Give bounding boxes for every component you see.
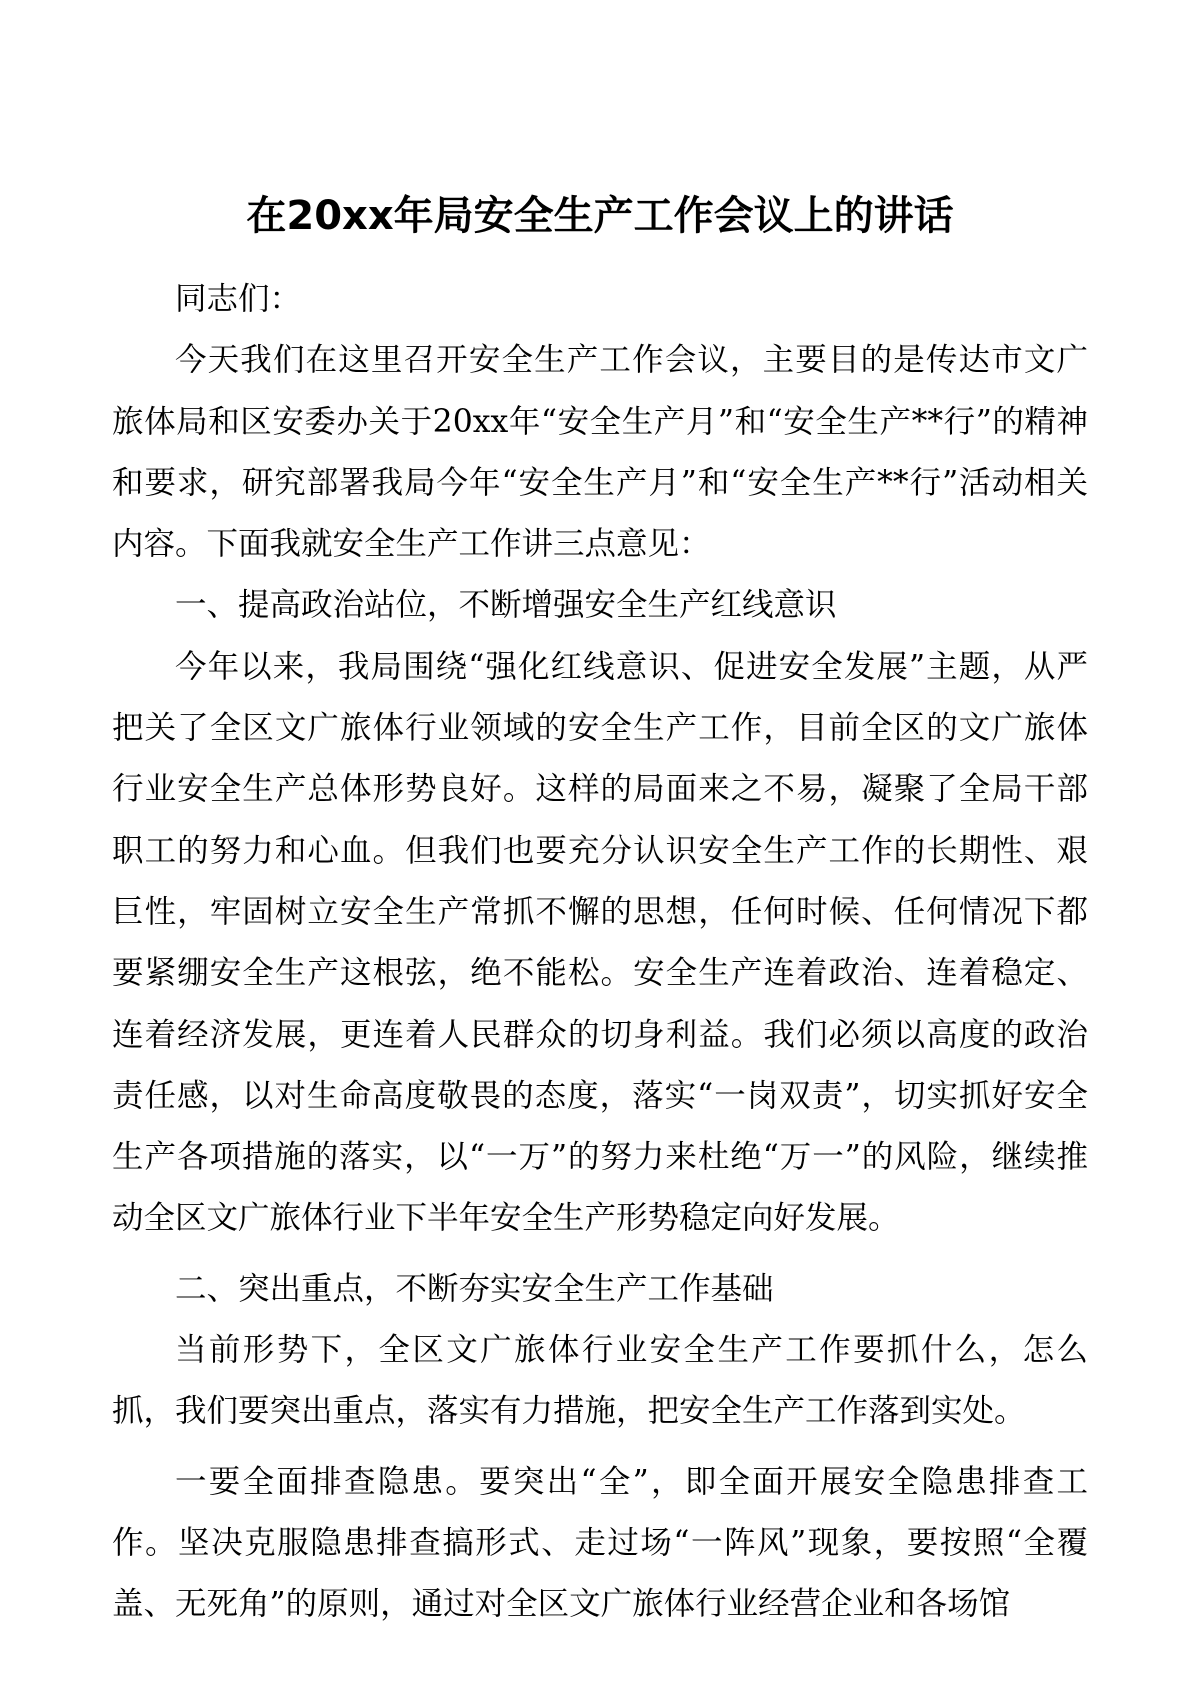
section-heading-1: 一、提高政治站位，不断增强安全生产红线意识 — [175, 587, 837, 624]
paragraph-item-1: 一要全面排查隐患。要突出“全”，即全面开展安全隐患排查工作。坚决克服隐患排查搞形式、走过场“一阵风”现象，要按照“全覆盖、无死角”的原则，通过对全区文广旅体行业经营企业和各场馆 — [112, 1463, 1088, 1623]
paragraph-intro: 今天我们在这里召开安全生产工作会议，主要目的是传达市文广旅体局和区安委办关于20xx年“安全生产月”和“安全生产**行”的精神和要求，研究部署我局今年“安全生产月”和“安全生产**行”活动相关内容。下面我就安全生产工作讲三点意见： — [112, 342, 1088, 563]
document-title: 在20xx年局安全生产工作会议上的讲话 — [246, 193, 954, 239]
paragraph-section-1: 今年以来，我局围绕“强化红线意识、促进安全发展”主题，从严把关了全区文广旅体行业领域的安全生产工作，目前全区的文广旅体行业安全生产总体形势良好。这样的局面来之不易，凝聚了全局干部职工的努力和心血。但我们也要充分认识安全生产工作的长期性、艰巨性，牢固树立安全生产常抓不懈的思想，任何时候、任何情况下都要紧绷安全生产这根弦，绝不能松。安全生产连着政治、连着稳定、连着经济发展，更连着人民群众的切身利益。我们必须以高度的政治责任感，以对生命高度敬畏的态度，落实“一岗双责”，切实抓好安全生产各项措施的落实，以“一万”的努力来杜绝“万一”的风险，继续推动全区文广旅体行业下半年安全生产形势稳定向好发展。 — [112, 648, 1088, 1237]
section-heading-2: 二、突出重点，不断夯实安全生产工作基础 — [175, 1270, 774, 1307]
salutation: 同志们： — [175, 281, 302, 317]
paragraph-section-2: 当前形势下，全区文广旅体行业安全生产工作要抓什么，怎么抓，我们要突出重点，落实有力措施，把安全生产工作落到实处。 — [112, 1332, 1088, 1430]
document-body — [112, 269, 1088, 1636]
